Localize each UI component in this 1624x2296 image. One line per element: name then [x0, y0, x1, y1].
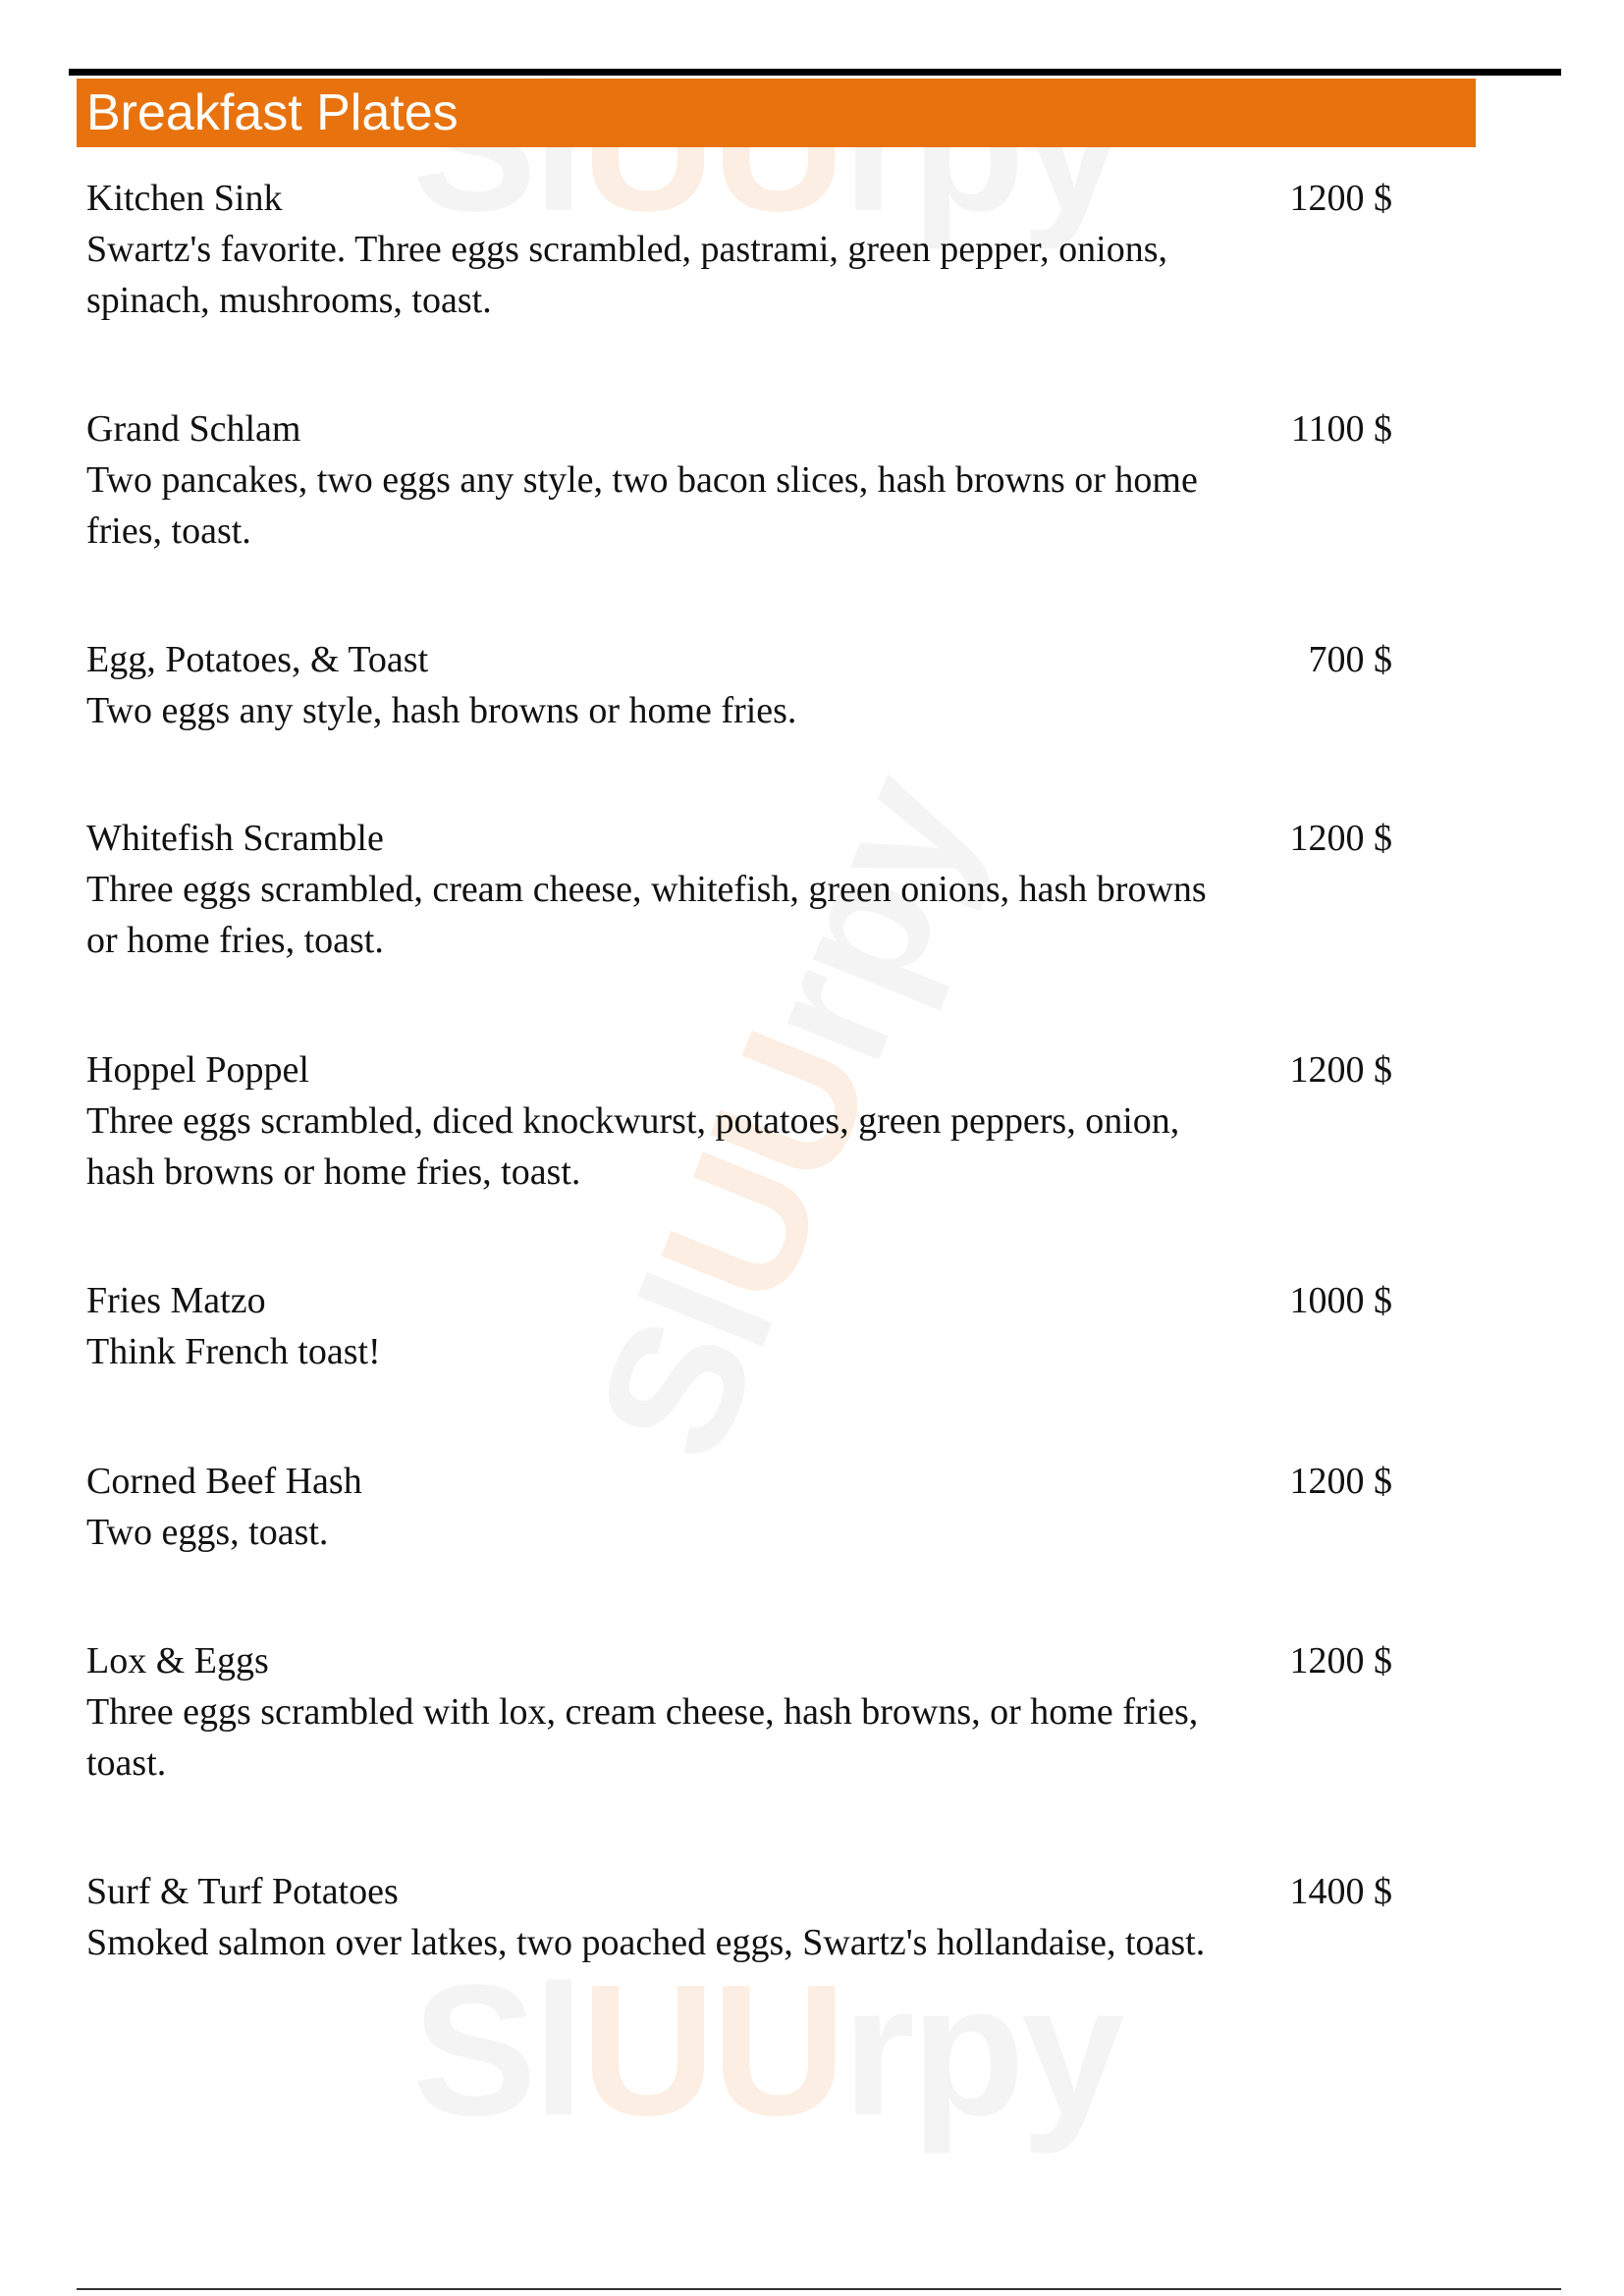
item-name: Egg, Potatoes, & Toast	[86, 639, 429, 680]
item-price: 1000 $	[1289, 1280, 1392, 1321]
item-description: Swartz's favorite. Three eggs scrambled, pastrami, green pepper, onions, spinach, mushrooms, toast.	[86, 229, 1167, 321]
watermark-logo-middle: SlUUrpy	[557, 750, 1016, 1486]
item-name: Corned Beef Hash	[86, 1461, 362, 1502]
menu-item	[86, 1866, 1392, 1968]
item-price: 1400 $	[1289, 1871, 1392, 1912]
menu-item	[86, 1044, 1392, 1198]
menu-item	[86, 813, 1392, 966]
menu-item	[86, 1635, 1392, 1789]
menu-item	[86, 403, 1392, 557]
item-description: Think French toast!	[86, 1331, 381, 1372]
item-description: Two eggs any style, hash browns or home fries.	[86, 690, 797, 731]
item-description: Three eggs scrambled, cream cheese, whitefish, green onions, hash browns or home fries, toast.	[86, 869, 1207, 961]
top-rule	[69, 69, 1561, 76]
menu-item	[86, 173, 1392, 326]
item-name: Lox & Eggs	[86, 1640, 269, 1682]
item-price: 1200 $	[1289, 818, 1392, 859]
item-name: Kitchen Sink	[86, 178, 283, 219]
item-price: 1200 $	[1289, 178, 1392, 219]
item-name: Hoppel Poppel	[86, 1049, 309, 1091]
bottom-rule	[77, 2288, 1561, 2290]
item-price: 700 $	[1308, 639, 1392, 680]
item-description: Three eggs scrambled with lox, cream cheese, hash browns, or home fries, toast.	[86, 1691, 1199, 1784]
item-description: Two pancakes, two eggs any style, two bacon slices, hash browns or home fries, toast.	[86, 459, 1198, 552]
item-price: 1200 $	[1289, 1049, 1392, 1091]
item-price: 1100 $	[1290, 408, 1392, 450]
section-title: Breakfast Plates	[86, 84, 459, 141]
item-name: Whitefish Scramble	[86, 818, 384, 859]
item-description: Smoked salmon over latkes, two poached eggs, Swartz's hollandaise, toast.	[86, 1922, 1206, 1963]
menu-item	[86, 1275, 1392, 1377]
menu-item	[86, 634, 1392, 736]
item-description: Two eggs, toast.	[86, 1512, 329, 1553]
item-name: Surf & Turf Potatoes	[86, 1871, 399, 1912]
item-price: 1200 $	[1289, 1461, 1392, 1502]
item-price: 1200 $	[1289, 1640, 1392, 1682]
watermark-logo-bottom: SlUUrpy	[412, 1947, 1121, 2155]
section-header	[77, 79, 1476, 147]
item-description: Three eggs scrambled, diced knockwurst, potatoes, green peppers, onion, hash browns or home fries, toast.	[86, 1100, 1180, 1193]
item-name: Fries Matzo	[86, 1280, 266, 1321]
item-name: Grand Schlam	[86, 408, 301, 450]
menu-item	[86, 1456, 1392, 1558]
